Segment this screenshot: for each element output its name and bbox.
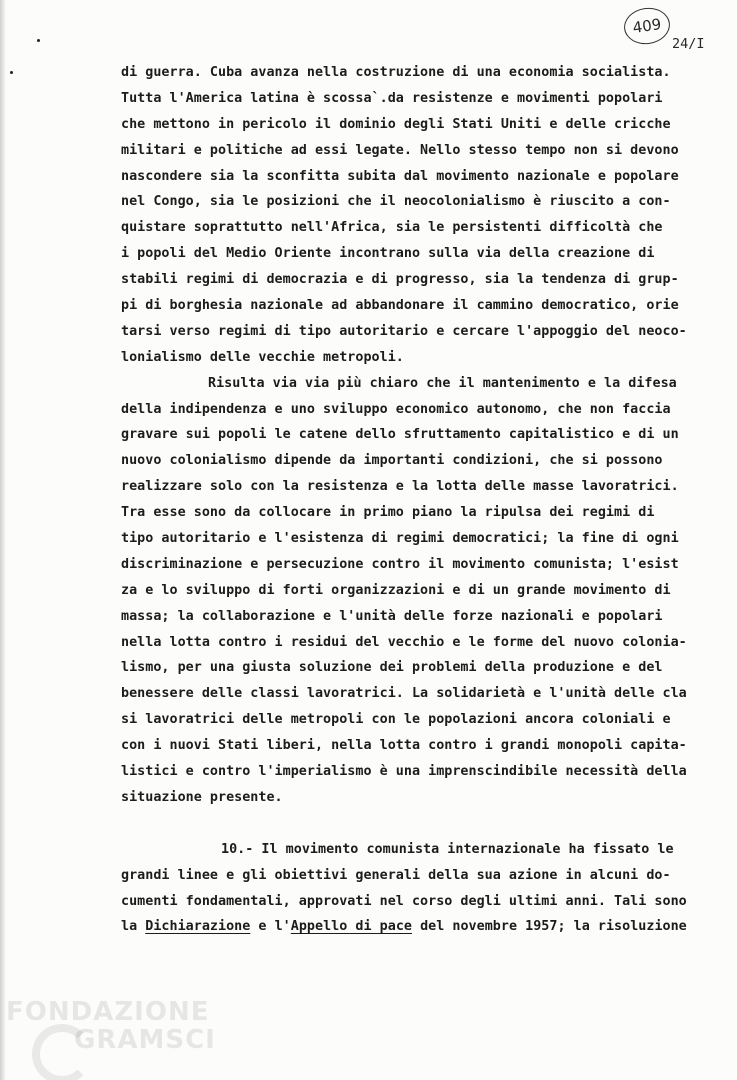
text-line: quistare soprattutto nell'Africa, sia le persistenti difficoltà che — [121, 220, 663, 236]
text-line: cumenti fondamentali, approvati nel corso degli ultimi anni. Tali sono — [121, 893, 687, 909]
text-line: pi di borghesia nazionale ad abbandonare il cammino democratico, orie — [121, 298, 679, 314]
underlined-title-appello-di-pace: Appello di pace — [290, 919, 412, 935]
text-line: grandi linee e gli obiettivi generali della sua azione in alcuni do- — [121, 867, 671, 883]
text-line: tipo autoritario e l'esistenza di regimi democratici; la fine di ogni — [121, 531, 679, 547]
text-line: che mettono in pericolo il dominio degli Stati Uniti e delle cricche — [121, 116, 671, 132]
text-line: i popoli del Medio Oriente incontrano sulla via della creazione di — [121, 246, 655, 262]
text-line — [121, 914, 737, 940]
text-line: nella lotta contro i residui del vecchio e le forme del nuovo colonia- — [121, 634, 687, 650]
underlined-title-dichiarazione: Dichiarazione — [145, 919, 251, 935]
text-fragment: del novembre 1957; la risoluzione — [411, 919, 687, 935]
text-fragment: la — [121, 919, 146, 935]
text-line: stabili regimi di democrazia e di progresso, sia la tendenza di grup- — [121, 272, 679, 288]
text-line: di guerra. Cuba avanza nella costruzione di una economia socialista. — [121, 65, 671, 80]
watermark-line: GRAMSCI — [74, 1025, 216, 1055]
archive-watermark — [6, 997, 216, 1055]
text-line: nuovo colonialismo dipende da importanti condizioni, che si possono — [121, 453, 663, 469]
text-line: si lavoratrici delle metropoli con le popolazioni ancora coloniali e — [121, 712, 671, 728]
text-line: Tra esse sono da collocare in primo piano la ripulsa dei regimi di — [121, 505, 655, 521]
paragraph-3 — [121, 837, 737, 941]
folio-stamp: 409 — [622, 5, 673, 47]
text-line: listici e contro l'imperialismo è una imprenscindibile necessità della — [121, 764, 687, 780]
text-line: con i nuovi Stati liberi, nella lotta contro i grandi monopoli capita- — [121, 738, 687, 754]
page-reference: 24/I — [672, 36, 705, 52]
text-line: tarsi verso regimi di tipo autoritario e cercare l'appoggio del neoco- — [121, 323, 687, 339]
text-line: nel Congo, sia le posizioni che il neocolonialismo è riuscito a con- — [121, 194, 671, 210]
watermark-logo-icon — [32, 1024, 92, 1080]
text-line: della indipendenza e uno sviluppo economico autonomo, che non faccia — [121, 401, 671, 417]
paragraph-2 — [121, 371, 737, 811]
paragraph-1 — [121, 60, 737, 371]
speck-mark — [37, 39, 40, 42]
text-line: 10.- Il movimento comunista internazionale ha fissato le — [221, 841, 674, 857]
speck-mark — [10, 71, 13, 74]
text-line: discriminazione e persecuzione contro il movimento comunista; l'esist — [121, 556, 679, 572]
page-edge-shadow — [0, 0, 6, 1080]
text-line: situazione presente. — [121, 789, 283, 805]
text-line: militari e politiche ad essi legate. Nello stesso tempo non si devono — [121, 142, 679, 158]
text-line: lismo, per una giusta soluzione dei problemi della produzione e del — [121, 660, 663, 676]
text-line: Tutta l'America latina è scossa`.da resistenze e movimenti popolari — [121, 90, 663, 106]
text-line: za e lo sviluppo di forti organizzazioni e di un grande movimento di — [121, 582, 671, 598]
text-line: realizzare solo con la resistenza e la lotta delle masse lavoratrici. — [121, 479, 679, 495]
text-line: nascondere sia la sconfitta subita dal movimento nazionale e popolare — [121, 168, 679, 184]
text-line: massa; la collaborazione e l'unità delle forze nazionali e popolari — [121, 608, 663, 624]
typed-text-body — [121, 60, 737, 940]
text-line: benessere delle classi lavoratrici. La solidarietà e l'unità delle cla — [121, 686, 687, 702]
text-line: gravare sui popoli le catene dello sfruttamento capitalistico e di un — [121, 427, 679, 443]
text-fragment: e l' — [250, 919, 291, 935]
paragraph-gap — [121, 811, 737, 837]
text-line: lonialismo delle vecchie metropoli. — [121, 349, 404, 365]
text-line: Risulta via via più chiaro che il mantenimento e la difesa — [208, 375, 677, 391]
watermark-line: FONDAZIONE — [6, 997, 210, 1027]
